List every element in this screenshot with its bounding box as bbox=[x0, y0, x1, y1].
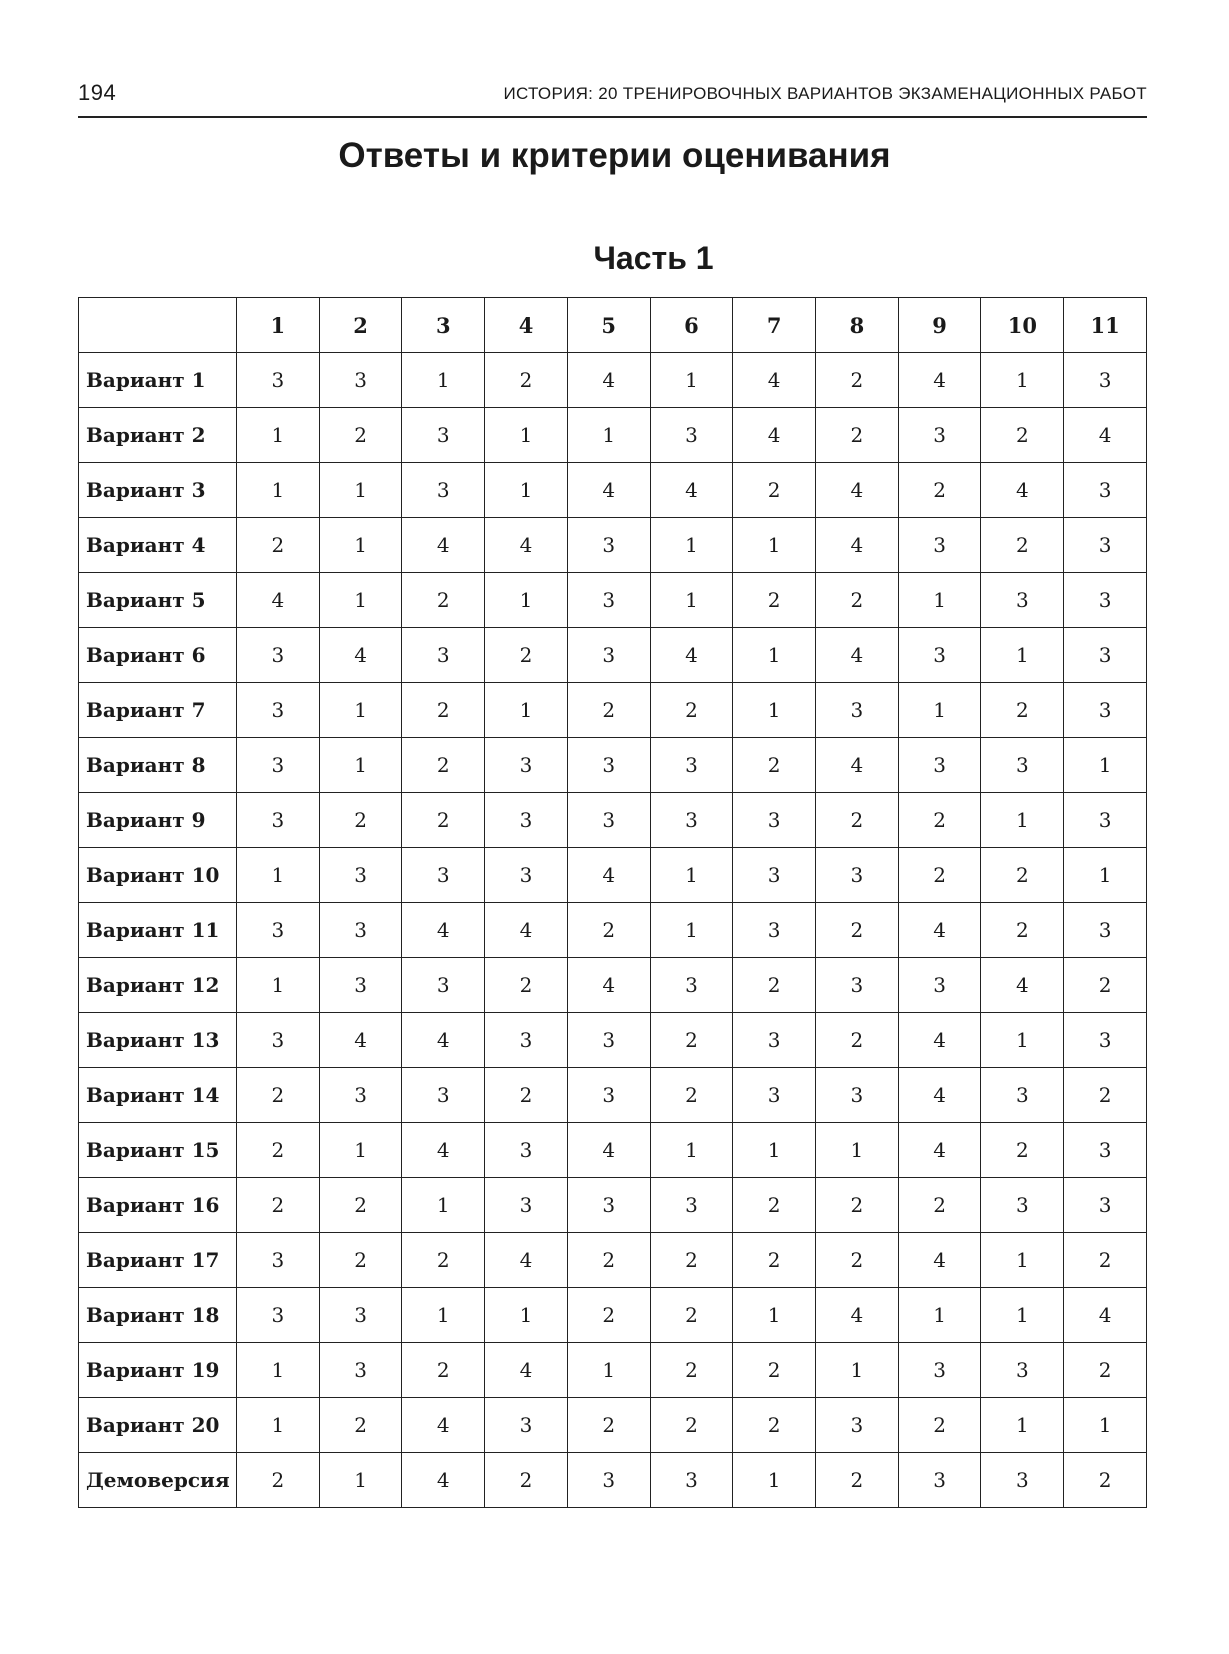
table-row bbox=[79, 1233, 1147, 1288]
answer-cell: 3 bbox=[567, 738, 650, 793]
table-header-row bbox=[79, 298, 1147, 353]
answer-cell: 1 bbox=[1064, 848, 1147, 903]
row-label: Вариант 4 bbox=[79, 518, 237, 573]
answer-cell: 2 bbox=[650, 1398, 733, 1453]
table-row bbox=[79, 408, 1147, 463]
answer-cell: 2 bbox=[1064, 1068, 1147, 1123]
answer-cell: 3 bbox=[237, 1013, 320, 1068]
row-label: Вариант 18 bbox=[79, 1288, 237, 1343]
answer-cell: 1 bbox=[319, 1453, 402, 1508]
answer-cell: 3 bbox=[485, 1013, 568, 1068]
answer-cell: 1 bbox=[1064, 1398, 1147, 1453]
answer-cell: 2 bbox=[485, 353, 568, 408]
answer-cell: 3 bbox=[816, 958, 899, 1013]
answer-cell: 3 bbox=[898, 958, 981, 1013]
answer-cell: 3 bbox=[733, 1013, 816, 1068]
answer-cell: 1 bbox=[319, 683, 402, 738]
answer-cell: 1 bbox=[650, 903, 733, 958]
row-label: Вариант 10 bbox=[79, 848, 237, 903]
table-row bbox=[79, 683, 1147, 738]
answer-cell: 2 bbox=[816, 1013, 899, 1068]
answer-cell: 1 bbox=[733, 518, 816, 573]
answer-cell: 2 bbox=[567, 903, 650, 958]
answer-cell: 3 bbox=[319, 1288, 402, 1343]
answer-cell: 1 bbox=[402, 1288, 485, 1343]
answer-cell: 2 bbox=[816, 573, 899, 628]
answer-cell: 4 bbox=[237, 573, 320, 628]
answer-cell: 2 bbox=[402, 738, 485, 793]
answer-cell: 3 bbox=[898, 738, 981, 793]
answer-cell: 2 bbox=[733, 738, 816, 793]
table-body bbox=[79, 353, 1147, 1508]
answer-cell: 1 bbox=[733, 1288, 816, 1343]
answer-cell: 1 bbox=[237, 463, 320, 518]
answer-cell: 3 bbox=[319, 353, 402, 408]
answer-cell: 2 bbox=[981, 903, 1064, 958]
answer-cell: 2 bbox=[816, 1178, 899, 1233]
answer-cell: 1 bbox=[1064, 738, 1147, 793]
row-label: Вариант 8 bbox=[79, 738, 237, 793]
book-title: ИСТОРИЯ: 20 ТРЕНИРОВОЧНЫХ ВАРИАНТОВ ЭКЗАМЕНАЦИОННЫХ РАБОТ bbox=[503, 84, 1147, 103]
answer-cell: 2 bbox=[816, 903, 899, 958]
answer-cell: 2 bbox=[733, 1343, 816, 1398]
answer-cell: 2 bbox=[981, 518, 1064, 573]
answer-cell: 4 bbox=[1064, 1288, 1147, 1343]
answer-cell: 3 bbox=[1064, 683, 1147, 738]
answer-cell: 1 bbox=[485, 573, 568, 628]
answer-cell: 1 bbox=[981, 793, 1064, 848]
answer-cell: 3 bbox=[733, 1068, 816, 1123]
answer-cell: 3 bbox=[1064, 518, 1147, 573]
answer-cell: 4 bbox=[402, 1123, 485, 1178]
answer-cell: 1 bbox=[816, 1123, 899, 1178]
answer-cell: 4 bbox=[567, 958, 650, 1013]
table-row bbox=[79, 1343, 1147, 1398]
row-label: Вариант 16 bbox=[79, 1178, 237, 1233]
answer-cell: 2 bbox=[485, 1068, 568, 1123]
table-row bbox=[79, 958, 1147, 1013]
answer-cell: 4 bbox=[733, 353, 816, 408]
answer-cell: 3 bbox=[485, 848, 568, 903]
answer-cell: 3 bbox=[237, 353, 320, 408]
answer-cell: 2 bbox=[898, 848, 981, 903]
answer-cell: 3 bbox=[898, 518, 981, 573]
answer-cell: 1 bbox=[567, 1343, 650, 1398]
answer-cell: 1 bbox=[402, 1178, 485, 1233]
answer-cell: 1 bbox=[981, 1398, 1064, 1453]
answer-cell: 3 bbox=[733, 848, 816, 903]
row-label: Вариант 5 bbox=[79, 573, 237, 628]
answer-cell: 4 bbox=[816, 518, 899, 573]
answer-cell: 2 bbox=[650, 1288, 733, 1343]
answer-cell: 1 bbox=[237, 848, 320, 903]
answer-cell: 3 bbox=[237, 1233, 320, 1288]
answer-cell: 4 bbox=[1064, 408, 1147, 463]
row-label: Вариант 20 bbox=[79, 1398, 237, 1453]
answer-cell: 4 bbox=[816, 628, 899, 683]
answer-cell: 3 bbox=[650, 1178, 733, 1233]
answer-cell: 3 bbox=[733, 793, 816, 848]
row-label: Вариант 17 bbox=[79, 1233, 237, 1288]
answer-cell: 2 bbox=[237, 1453, 320, 1508]
answer-cell: 3 bbox=[816, 1068, 899, 1123]
answer-cell: 4 bbox=[485, 518, 568, 573]
row-label: Вариант 7 bbox=[79, 683, 237, 738]
answer-cell: 3 bbox=[567, 793, 650, 848]
row-label: Вариант 3 bbox=[79, 463, 237, 518]
table-row bbox=[79, 1068, 1147, 1123]
answer-cell: 2 bbox=[319, 408, 402, 463]
answer-cell: 3 bbox=[650, 793, 733, 848]
row-label: Вариант 9 bbox=[79, 793, 237, 848]
answer-cell: 2 bbox=[816, 793, 899, 848]
corner-cell bbox=[79, 298, 237, 353]
answer-cell: 2 bbox=[898, 1178, 981, 1233]
answer-cell: 4 bbox=[567, 353, 650, 408]
answer-cell: 4 bbox=[402, 518, 485, 573]
answer-cell: 1 bbox=[981, 353, 1064, 408]
answer-cell: 1 bbox=[485, 408, 568, 463]
answer-cell: 3 bbox=[567, 1013, 650, 1068]
column-header: 7 bbox=[733, 298, 816, 353]
answer-cell: 3 bbox=[816, 1398, 899, 1453]
table-row bbox=[79, 738, 1147, 793]
table-row bbox=[79, 353, 1147, 408]
answer-cell: 1 bbox=[567, 408, 650, 463]
answer-cell: 1 bbox=[319, 463, 402, 518]
answer-cell: 3 bbox=[898, 1453, 981, 1508]
answer-cell: 3 bbox=[898, 628, 981, 683]
answer-cell: 3 bbox=[1064, 628, 1147, 683]
column-header: 6 bbox=[650, 298, 733, 353]
answer-cell: 2 bbox=[237, 1178, 320, 1233]
answer-cell: 3 bbox=[237, 793, 320, 848]
answer-cell: 1 bbox=[237, 408, 320, 463]
column-header: 2 bbox=[319, 298, 402, 353]
answers-table bbox=[78, 297, 1147, 1508]
answer-cell: 4 bbox=[898, 353, 981, 408]
answer-cell: 3 bbox=[319, 848, 402, 903]
answer-cell: 2 bbox=[485, 628, 568, 683]
answer-cell: 3 bbox=[237, 683, 320, 738]
answer-cell: 1 bbox=[733, 683, 816, 738]
answer-cell: 3 bbox=[567, 1178, 650, 1233]
answer-cell: 4 bbox=[567, 1123, 650, 1178]
answer-cell: 4 bbox=[816, 738, 899, 793]
answer-cell: 2 bbox=[981, 848, 1064, 903]
answer-cell: 2 bbox=[733, 958, 816, 1013]
answer-cell: 1 bbox=[485, 463, 568, 518]
answer-cell: 1 bbox=[733, 1123, 816, 1178]
answer-cell: 3 bbox=[650, 738, 733, 793]
answer-cell: 3 bbox=[402, 958, 485, 1013]
answer-cell: 4 bbox=[898, 1123, 981, 1178]
table-row bbox=[79, 628, 1147, 683]
answer-cell: 1 bbox=[237, 1398, 320, 1453]
answer-cell: 1 bbox=[319, 738, 402, 793]
answer-cell: 3 bbox=[816, 683, 899, 738]
answer-cell: 1 bbox=[981, 1233, 1064, 1288]
answer-cell: 1 bbox=[319, 573, 402, 628]
column-header: 9 bbox=[898, 298, 981, 353]
answer-cell: 4 bbox=[402, 1453, 485, 1508]
answer-cell: 2 bbox=[650, 1068, 733, 1123]
answer-cell: 2 bbox=[402, 1233, 485, 1288]
row-label: Вариант 6 bbox=[79, 628, 237, 683]
answer-cell: 2 bbox=[733, 1398, 816, 1453]
answer-cell: 3 bbox=[485, 1178, 568, 1233]
row-label: Вариант 19 bbox=[79, 1343, 237, 1398]
answer-cell: 2 bbox=[402, 573, 485, 628]
answer-cell: 3 bbox=[1064, 353, 1147, 408]
answer-cell: 2 bbox=[567, 683, 650, 738]
table-row bbox=[79, 848, 1147, 903]
answer-cell: 2 bbox=[981, 683, 1064, 738]
answer-cell: 2 bbox=[816, 1233, 899, 1288]
running-head bbox=[78, 76, 1147, 118]
answer-cell: 3 bbox=[816, 848, 899, 903]
answer-cell: 2 bbox=[1064, 1453, 1147, 1508]
answer-cell: 2 bbox=[319, 1178, 402, 1233]
table-row bbox=[79, 1013, 1147, 1068]
answer-cell: 4 bbox=[650, 628, 733, 683]
answer-cell: 2 bbox=[567, 1233, 650, 1288]
answer-cell: 1 bbox=[319, 1123, 402, 1178]
answer-cell: 2 bbox=[567, 1288, 650, 1343]
answer-cell: 4 bbox=[485, 1233, 568, 1288]
answer-cell: 3 bbox=[650, 958, 733, 1013]
answer-cell: 4 bbox=[319, 628, 402, 683]
answer-cell: 2 bbox=[237, 1068, 320, 1123]
answer-cell: 3 bbox=[402, 463, 485, 518]
row-label: Вариант 1 bbox=[79, 353, 237, 408]
answer-cell: 1 bbox=[650, 573, 733, 628]
answer-cell: 4 bbox=[898, 1068, 981, 1123]
answer-cell: 4 bbox=[567, 463, 650, 518]
answer-cell: 3 bbox=[1064, 573, 1147, 628]
answer-cell: 1 bbox=[485, 1288, 568, 1343]
answer-cell: 3 bbox=[319, 1343, 402, 1398]
answer-cell: 1 bbox=[319, 518, 402, 573]
answer-cell: 3 bbox=[567, 1068, 650, 1123]
answer-cell: 4 bbox=[898, 1013, 981, 1068]
column-header: 5 bbox=[567, 298, 650, 353]
answer-cell: 3 bbox=[237, 903, 320, 958]
answer-cell: 4 bbox=[402, 1398, 485, 1453]
answer-cell: 4 bbox=[898, 903, 981, 958]
column-header: 8 bbox=[816, 298, 899, 353]
row-label: Вариант 15 bbox=[79, 1123, 237, 1178]
answer-cell: 2 bbox=[733, 1233, 816, 1288]
answer-cell: 1 bbox=[898, 1288, 981, 1343]
answer-cell: 2 bbox=[898, 463, 981, 518]
answer-cell: 1 bbox=[981, 1013, 1064, 1068]
answer-cell: 1 bbox=[402, 353, 485, 408]
answer-cell: 4 bbox=[981, 958, 1064, 1013]
answer-cell: 3 bbox=[981, 738, 1064, 793]
answer-cell: 2 bbox=[237, 518, 320, 573]
answer-cell: 4 bbox=[650, 463, 733, 518]
column-header: 11 bbox=[1064, 298, 1147, 353]
answer-cell: 4 bbox=[898, 1233, 981, 1288]
answer-cell: 4 bbox=[402, 903, 485, 958]
answer-cell: 2 bbox=[1064, 1343, 1147, 1398]
answer-cell: 3 bbox=[319, 958, 402, 1013]
answer-cell: 3 bbox=[650, 408, 733, 463]
answer-cell: 3 bbox=[1064, 1178, 1147, 1233]
row-label: Вариант 11 bbox=[79, 903, 237, 958]
answer-cell: 4 bbox=[816, 1288, 899, 1343]
answer-cell: 4 bbox=[319, 1013, 402, 1068]
answer-cell: 3 bbox=[237, 1288, 320, 1343]
answer-cell: 2 bbox=[319, 1398, 402, 1453]
answer-cell: 2 bbox=[402, 683, 485, 738]
answer-cell: 1 bbox=[237, 958, 320, 1013]
column-header: 4 bbox=[485, 298, 568, 353]
answer-cell: 3 bbox=[567, 518, 650, 573]
answer-cell: 3 bbox=[981, 1343, 1064, 1398]
answer-cell: 3 bbox=[981, 1178, 1064, 1233]
answer-cell: 4 bbox=[485, 1343, 568, 1398]
answer-cell: 1 bbox=[650, 848, 733, 903]
answer-cell: 2 bbox=[650, 1343, 733, 1398]
answer-cell: 3 bbox=[981, 573, 1064, 628]
answer-cell: 2 bbox=[733, 573, 816, 628]
answer-cell: 3 bbox=[898, 408, 981, 463]
answer-cell: 3 bbox=[319, 1068, 402, 1123]
table-row bbox=[79, 1178, 1147, 1233]
answer-cell: 3 bbox=[1064, 903, 1147, 958]
answer-cell: 3 bbox=[1064, 1013, 1147, 1068]
column-header: 3 bbox=[402, 298, 485, 353]
answer-cell: 3 bbox=[1064, 1123, 1147, 1178]
column-header: 1 bbox=[237, 298, 320, 353]
table-row bbox=[79, 1398, 1147, 1453]
answer-cell: 2 bbox=[650, 1233, 733, 1288]
answer-cell: 3 bbox=[1064, 793, 1147, 848]
row-label: Вариант 14 bbox=[79, 1068, 237, 1123]
answer-cell: 1 bbox=[237, 1343, 320, 1398]
section-subtitle: Часть 1 bbox=[593, 240, 714, 276]
answer-cell: 3 bbox=[1064, 463, 1147, 518]
answer-cell: 2 bbox=[733, 463, 816, 518]
answer-cell: 2 bbox=[981, 1123, 1064, 1178]
column-header: 10 bbox=[981, 298, 1064, 353]
table-row bbox=[79, 903, 1147, 958]
answer-cell: 2 bbox=[402, 793, 485, 848]
answer-cell: 2 bbox=[898, 793, 981, 848]
answer-cell: 2 bbox=[733, 1178, 816, 1233]
row-label: Вариант 12 bbox=[79, 958, 237, 1013]
answer-cell: 3 bbox=[402, 848, 485, 903]
answer-cell: 2 bbox=[1064, 1233, 1147, 1288]
answer-cell: 4 bbox=[567, 848, 650, 903]
row-label: Демоверсия bbox=[79, 1453, 237, 1508]
answer-cell: 2 bbox=[650, 1013, 733, 1068]
answer-cell: 4 bbox=[816, 463, 899, 518]
table-row bbox=[79, 1123, 1147, 1178]
row-label: Вариант 13 bbox=[79, 1013, 237, 1068]
answer-cell: 1 bbox=[816, 1343, 899, 1398]
answer-cell: 2 bbox=[898, 1398, 981, 1453]
answer-cell: 2 bbox=[319, 793, 402, 848]
answer-cell: 1 bbox=[485, 683, 568, 738]
table-row bbox=[79, 463, 1147, 518]
answer-cell: 3 bbox=[733, 903, 816, 958]
table-row bbox=[79, 573, 1147, 628]
answer-cell: 2 bbox=[816, 408, 899, 463]
answer-cell: 3 bbox=[402, 408, 485, 463]
answer-cell: 3 bbox=[485, 1123, 568, 1178]
answer-cell: 4 bbox=[733, 408, 816, 463]
row-label: Вариант 2 bbox=[79, 408, 237, 463]
answer-cell: 3 bbox=[650, 1453, 733, 1508]
answer-cell: 1 bbox=[981, 1288, 1064, 1343]
table-row bbox=[79, 793, 1147, 848]
answer-cell: 1 bbox=[981, 628, 1064, 683]
answer-cell: 1 bbox=[650, 353, 733, 408]
answer-cell: 2 bbox=[567, 1398, 650, 1453]
answer-cell: 3 bbox=[981, 1068, 1064, 1123]
answer-cell: 2 bbox=[402, 1343, 485, 1398]
answer-cell: 2 bbox=[981, 408, 1064, 463]
answer-cell: 3 bbox=[567, 1453, 650, 1508]
answer-cell: 3 bbox=[485, 793, 568, 848]
answer-cell: 3 bbox=[319, 903, 402, 958]
answer-cell: 3 bbox=[237, 738, 320, 793]
answer-cell: 2 bbox=[1064, 958, 1147, 1013]
answer-cell: 1 bbox=[898, 573, 981, 628]
answer-cell: 4 bbox=[485, 903, 568, 958]
answer-cell: 2 bbox=[650, 683, 733, 738]
answer-cell: 3 bbox=[485, 738, 568, 793]
answer-cell: 3 bbox=[485, 1398, 568, 1453]
answer-cell: 3 bbox=[402, 1068, 485, 1123]
answer-cell: 1 bbox=[898, 683, 981, 738]
answer-cell: 1 bbox=[650, 518, 733, 573]
answer-cell: 1 bbox=[733, 1453, 816, 1508]
table-row bbox=[79, 1453, 1147, 1508]
page-number: 194 bbox=[78, 80, 117, 105]
answer-cell: 3 bbox=[981, 1453, 1064, 1508]
answer-cell: 2 bbox=[816, 353, 899, 408]
answer-cell: 2 bbox=[485, 958, 568, 1013]
answer-cell: 3 bbox=[567, 628, 650, 683]
answer-cell: 3 bbox=[898, 1343, 981, 1398]
answer-cell: 3 bbox=[237, 628, 320, 683]
table-row bbox=[79, 1288, 1147, 1343]
answer-cell: 1 bbox=[650, 1123, 733, 1178]
table-row bbox=[79, 518, 1147, 573]
answer-cell: 3 bbox=[567, 573, 650, 628]
answer-cell: 3 bbox=[402, 628, 485, 683]
answer-cell: 2 bbox=[816, 1453, 899, 1508]
answer-cell: 2 bbox=[237, 1123, 320, 1178]
answer-cell: 2 bbox=[319, 1233, 402, 1288]
answer-cell: 2 bbox=[485, 1453, 568, 1508]
answer-cell: 4 bbox=[981, 463, 1064, 518]
answer-cell: 1 bbox=[733, 628, 816, 683]
page-title: Ответы и критерии оценивания bbox=[338, 136, 891, 175]
answer-cell: 4 bbox=[402, 1013, 485, 1068]
